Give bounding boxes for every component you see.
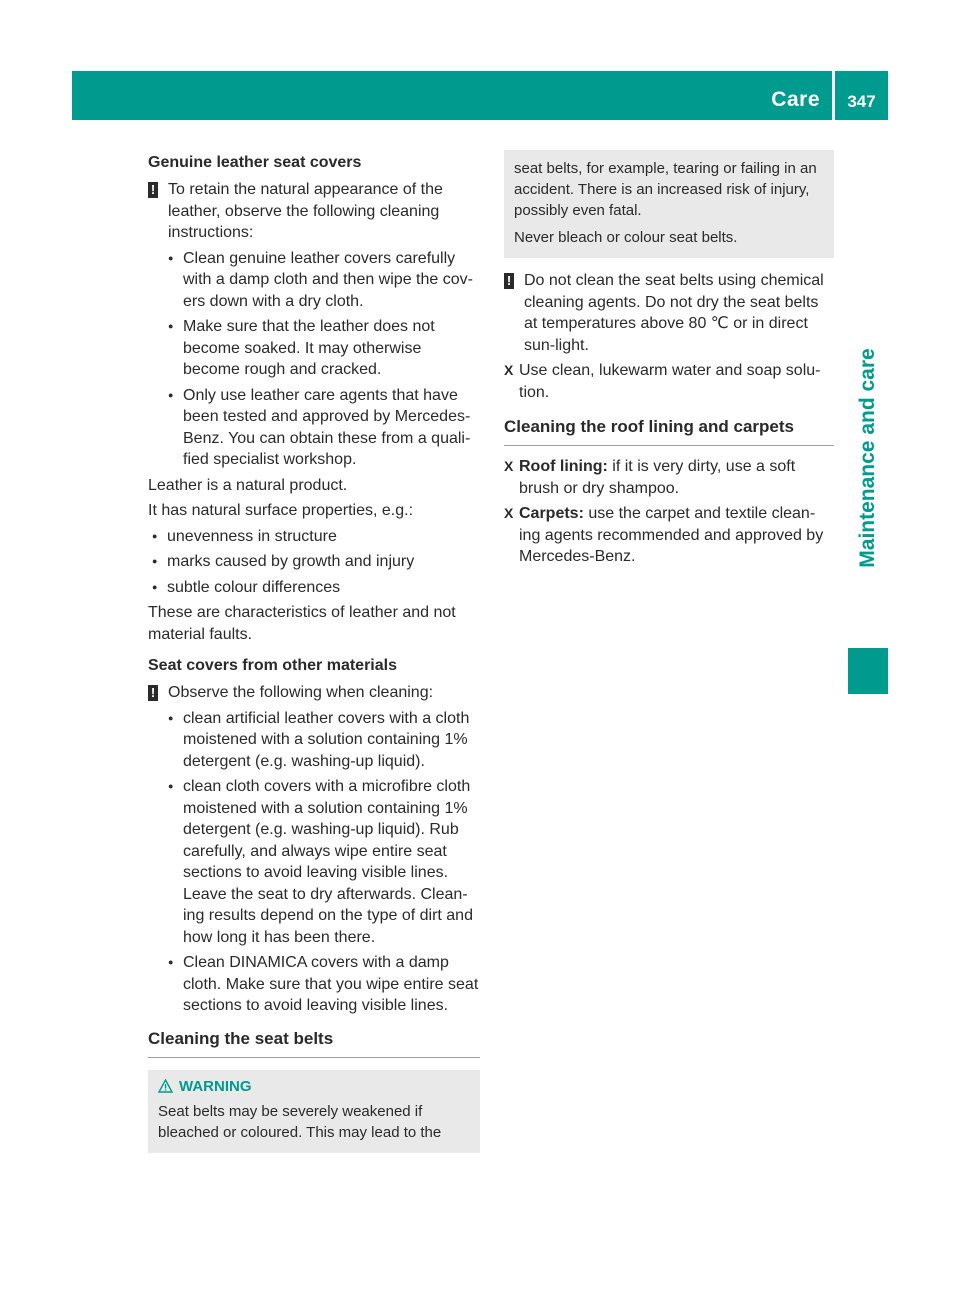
notice-icon: ! xyxy=(148,685,158,701)
notice-icon: ! xyxy=(504,273,514,289)
list-item: ● Clean genuine leather covers carefully with a damp cloth and then wipe the cov-ers down with a dry cloth. xyxy=(168,248,480,313)
step-icon: X xyxy=(504,362,514,378)
left-column xyxy=(148,152,480,1153)
notice-text: Do not clean the seat belts using chemical cleaning agents. Do not dry the seat belts at temperatures above 80 ℃ or in direct sun-light. xyxy=(524,272,824,354)
notice-text: To retain the natural appearance of the leather, observe the following cleaning instructions: xyxy=(168,181,443,241)
warning-text: Seat belts may be severely weakened if bleached or coloured. This may lead to the xyxy=(158,1103,442,1141)
step-item xyxy=(504,456,834,499)
page-number: 347 xyxy=(847,92,876,111)
list-item: ● marks caused by growth and injury xyxy=(152,551,480,573)
step-label: Carpets: xyxy=(519,505,584,522)
right-column xyxy=(504,150,834,572)
divider xyxy=(504,445,834,446)
step-icon: X xyxy=(504,505,514,521)
belts-notice xyxy=(504,270,834,356)
other-bullets xyxy=(168,708,480,1017)
warning-icon xyxy=(158,1079,173,1093)
side-tab xyxy=(848,265,888,650)
leather-bullets xyxy=(168,248,480,471)
other-heading: Seat covers from other materials xyxy=(148,657,397,674)
side-tab-block xyxy=(848,648,888,694)
list-item: ● Clean DINAMICA covers with a damp cloth. Make sure that you wipe entire seat sections to avoid leaving visible lines. xyxy=(168,952,480,1017)
list-item: ● unevenness in structure xyxy=(152,526,480,548)
other-notice xyxy=(148,682,480,704)
step-text: use the carpet and textile clean-ing agents recommended and approved by Mercedes-Benz. xyxy=(519,505,824,565)
step-icon: X xyxy=(504,458,514,474)
warning-title-text: WARNING xyxy=(179,1077,252,1095)
paragraph: Leather is a natural product. xyxy=(148,476,348,494)
paragraph: These are characteristics of leather and not material faults. xyxy=(148,604,456,643)
step-item xyxy=(504,503,834,568)
leather-heading: Genuine leather seat covers xyxy=(148,154,362,171)
belts-heading: Cleaning the seat belts xyxy=(148,1028,334,1048)
list-item: ● Make sure that the leather does not become soaked. It may otherwise become rough and cracked. xyxy=(168,316,480,381)
list-item: ● clean artificial leather covers with a cloth moistened with a solution containing 1% detergent (e.g. washing-up liquid). xyxy=(168,708,480,773)
roof-heading: Cleaning the roof lining and carpets xyxy=(504,417,794,436)
side-tab-label: Maintenance and care xyxy=(856,347,879,568)
warning-title xyxy=(158,1076,470,1098)
step-item xyxy=(504,360,834,403)
list-item: ● Only use leather care agents that have been tested and approved by Mercedes-Benz. You can obtain these from a quali-fied specialist workshop. xyxy=(168,385,480,471)
leather-notice xyxy=(148,179,480,244)
step-text: Use clean, lukewarm water and soap solu-tion. xyxy=(519,362,821,401)
header-bar xyxy=(72,71,832,120)
warning-box xyxy=(148,1070,480,1154)
warning-text: seat belts, for example, tearing or failing in an accident. There is an increased risk of injury, possibly even fatal. xyxy=(514,160,817,219)
section-title: Care xyxy=(771,88,820,111)
warning-box-continued xyxy=(504,150,834,258)
step-label: Roof lining: xyxy=(519,458,608,475)
notice-icon: ! xyxy=(148,182,158,198)
properties-list xyxy=(152,526,480,599)
divider xyxy=(148,1057,480,1058)
list-item: ● clean cloth covers with a microfibre cloth moistened with a solution containing 1% detergent (e.g. washing-up liquid). Rub carefully, and always wipe entire seat sections to avoid leaving visible lines. Leave the seat to dry afterwards. Clean-ing results depend on the type of dirt and how long it has been there. xyxy=(168,776,480,948)
paragraph: It has natural surface properties, e.g.: xyxy=(148,502,414,519)
list-item: ● subtle colour differences xyxy=(152,577,480,599)
warning-text: Never bleach or colour seat belts. xyxy=(514,229,738,246)
notice-text: Observe the following when cleaning: xyxy=(168,684,434,701)
step-text: if it is very dirty, use a soft brush or dry shampoo. xyxy=(519,458,796,497)
